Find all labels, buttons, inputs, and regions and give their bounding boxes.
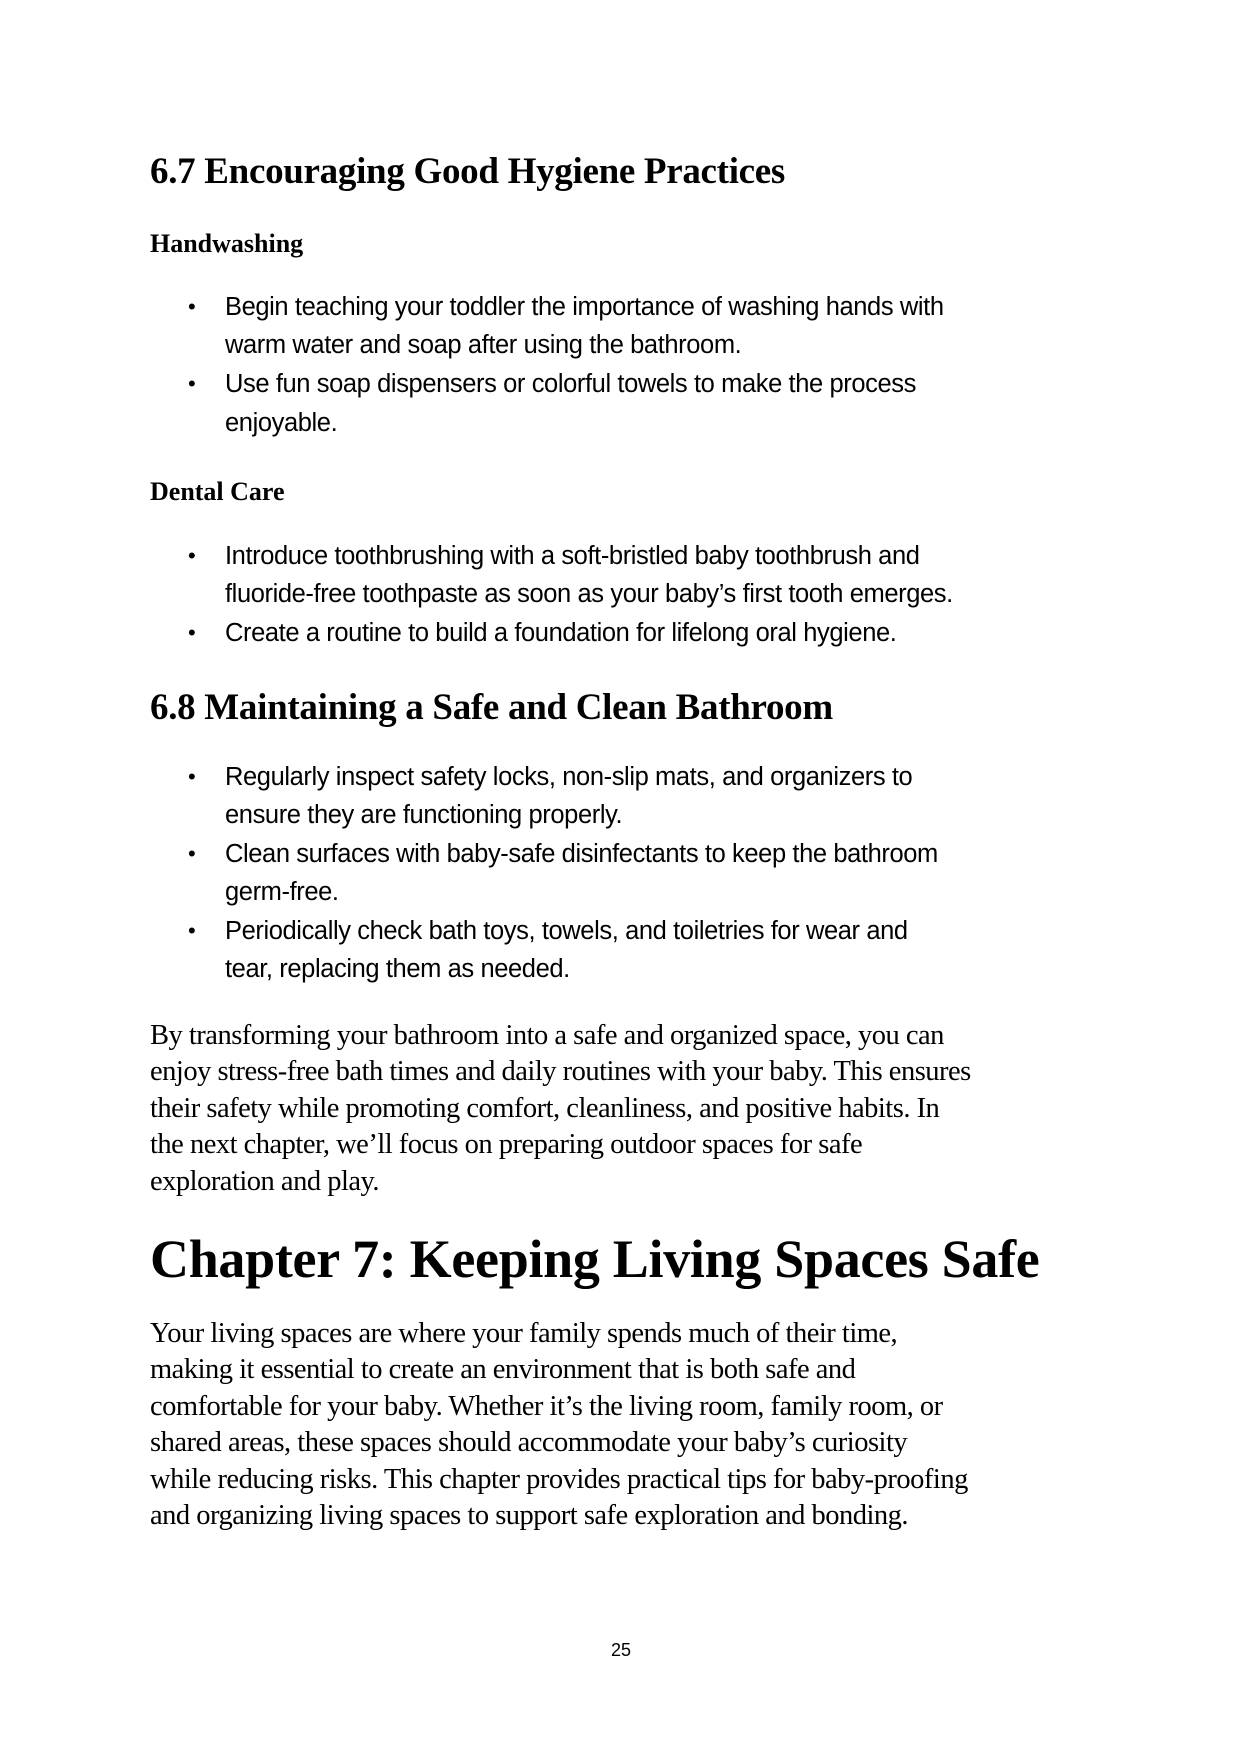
list-item-line: ensure they are functioning properly.: [225, 801, 623, 829]
list-item-line: enjoyable.: [225, 409, 338, 437]
section-heading-6-8: 6.8 Maintaining a Safe and Clean Bathroom: [150, 687, 833, 728]
list-item-line: Regularly inspect safety locks, non-slip mats, and organizers to: [225, 763, 913, 791]
paragraph-line: while reducing risks. This chapter provides practical tips for baby-proofing: [150, 1464, 968, 1495]
list-item-line: germ-free.: [225, 878, 339, 906]
bullet-icon: •: [188, 918, 196, 943]
list-item-line: tear, replacing them as needed.: [225, 955, 570, 983]
paragraph-line: exploration and play.: [150, 1166, 380, 1197]
page-number: 25: [611, 1640, 632, 1660]
bullet-icon: •: [188, 371, 196, 396]
section-heading-6-7: 6.7 Encouraging Good Hygiene Practices: [150, 151, 786, 192]
list-item-line: Clean surfaces with baby-safe disinfectants to keep the bathroom: [225, 840, 938, 868]
paragraph-line: enjoy stress-free bath times and daily routines with your baby. This ensures: [150, 1056, 971, 1087]
subsection-title-dental-care: Dental Care: [150, 477, 285, 506]
bullet-icon: •: [188, 543, 196, 568]
list-item-line: Create a routine to build a foundation for lifelong oral hygiene.: [225, 619, 897, 647]
paragraph-line: By transforming your bathroom into a safe and organized space, you can: [150, 1020, 944, 1051]
list-item-line: Periodically check bath toys, towels, and toiletries for wear and: [225, 917, 908, 945]
paragraph-line: making it essential to create an environment that is both safe and: [150, 1354, 856, 1385]
paragraph-line: their safety while promoting comfort, cleanliness, and positive habits. In: [150, 1093, 940, 1124]
paragraph-line: the next chapter, we’ll focus on preparing outdoor spaces for safe: [150, 1129, 863, 1160]
list-item-line: Use fun soap dispensers or colorful towels to make the process: [225, 370, 916, 398]
bullet-icon: •: [188, 764, 196, 789]
list-item-line: Introduce toothbrushing with a soft-bristled baby toothbrush and: [225, 542, 920, 570]
list-item-line: fluoride-free toothpaste as soon as your baby’s first tooth emerges.: [225, 580, 953, 608]
list-item-line: Begin teaching your toddler the importance of washing hands with: [225, 293, 944, 321]
paragraph-line: and organizing living spaces to support safe exploration and bonding.: [150, 1500, 909, 1531]
subsection-title-handwashing: Handwashing: [150, 229, 304, 258]
chapter-title: Chapter 7: Keeping Living Spaces Safe: [150, 1229, 1040, 1289]
paragraph-line: Your living spaces are where your family spends much of their time,: [150, 1318, 898, 1349]
bullet-icon: •: [188, 294, 196, 319]
bullet-icon: •: [188, 841, 196, 866]
paragraph-line: shared areas, these spaces should accommodate your baby’s curiosity: [150, 1427, 908, 1458]
paragraph-line: comfortable for your baby. Whether it’s the living room, family room, or: [150, 1391, 943, 1422]
list-item-line: warm water and soap after using the bathroom.: [225, 331, 742, 359]
bullet-icon: •: [188, 620, 196, 645]
